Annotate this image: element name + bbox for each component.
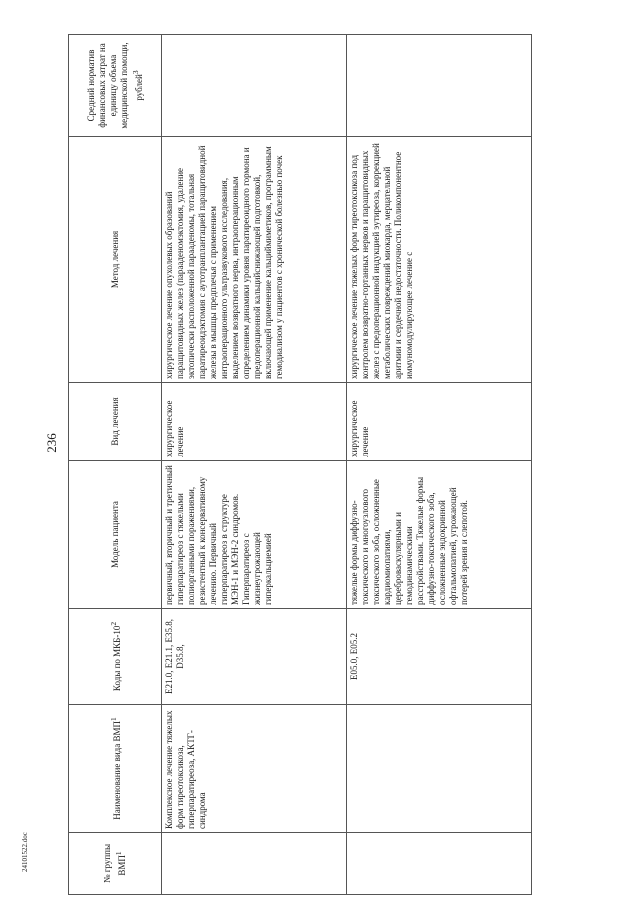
cell-name (347, 705, 532, 833)
cell-codes: E21.0, E21.1, E35.8, D35.8, (162, 609, 347, 705)
table-row (347, 35, 532, 895)
cell-group (347, 833, 532, 895)
cell-codes: E05.0, E05.2 (347, 609, 532, 705)
header-average-cost: Средний норматив финансовых затрат на единицу объема медицинской помощи, рублей$^3$ (69, 35, 162, 137)
header-treatment-method: Метод лечения (69, 137, 162, 383)
vmp-table (68, 34, 532, 895)
cell-name: Комплексное лечение тяжелых форм тиреотоксикоза, гиперпаратиреоза, АКТГ-синдрома (162, 705, 347, 833)
cell-method: хирургическое лечение тяжелых форм тиреотоксикоза под контролем возвратно-гортанных нервов и паращитовидных желез с предоперационной индукцией эутиреоза, коррекцией метаболических повреждений миокарда, мерцательной аритмии и сердечной недостаточности. Поликомпонентное иммуномодулирующее лечение с (347, 137, 532, 383)
cell-cost (162, 35, 347, 137)
cell-cost (347, 35, 532, 137)
header-group-number: № группы ВМП$^1$ (69, 833, 162, 895)
table-header-row (69, 35, 162, 895)
cell-treatment-type: хирургическое лечение (347, 383, 532, 461)
cell-group (162, 833, 347, 895)
cell-method: хирургическое лечение опухолевых образований паращитовидных желез (парааденомэктомия, удаление эктопически расположенной парааденомы, тотальная паратиреоидэктомия с аутотранплантацией паращитовидной железы в мышцы предплечья с применением интраоперационного ультразвукового исследования, выделением возвратного нерва, интраоперационным определением динамики уровня паратиреоидного гормона и предоперационной кальцийснижающей подготовкой, включающей применение кальциймиметиков, программным гемодиализом у пациентов с хронической болезнью почек (162, 137, 347, 383)
header-treatment-type: Вид лечения (69, 383, 162, 461)
footer-doc-code: 24101522.doc (21, 832, 29, 872)
cell-model: первичный, вторичный и третичный гиперпаратиреоз с тяжелыми полиорганными поражениями, резистентный к консервативному лечению. Первичный гиперпаратиреоз в структуре МЭН-1 и МЭН-2 синдромов. Гиперпаратиреоз с жизнеугрожающей гиперкальциемией (162, 461, 347, 609)
table-row (162, 35, 347, 895)
header-vmp-name: Наименование вида ВМП$^1$ (69, 705, 162, 833)
page-number: 236 (44, 433, 59, 453)
rotated-table-wrapper (68, 35, 578, 895)
cell-treatment-type: хирургическое лечение (162, 383, 347, 461)
cell-model: тяжелые формы диффузно-токсического и многоузлового токсического зоба, осложненные кардиомиопатиями, цереброваскулярными и гемодинамическими расстройствами. Тяжелые формы диффузно-токсического зоба, осложненные эндокринной офтальмопатией, угрожающей потерей зрения и слепотой. (347, 461, 532, 609)
header-patient-model: Модель пациента (69, 461, 162, 609)
header-icd-codes: Коды по МКБ-$10^2$ (69, 609, 162, 705)
